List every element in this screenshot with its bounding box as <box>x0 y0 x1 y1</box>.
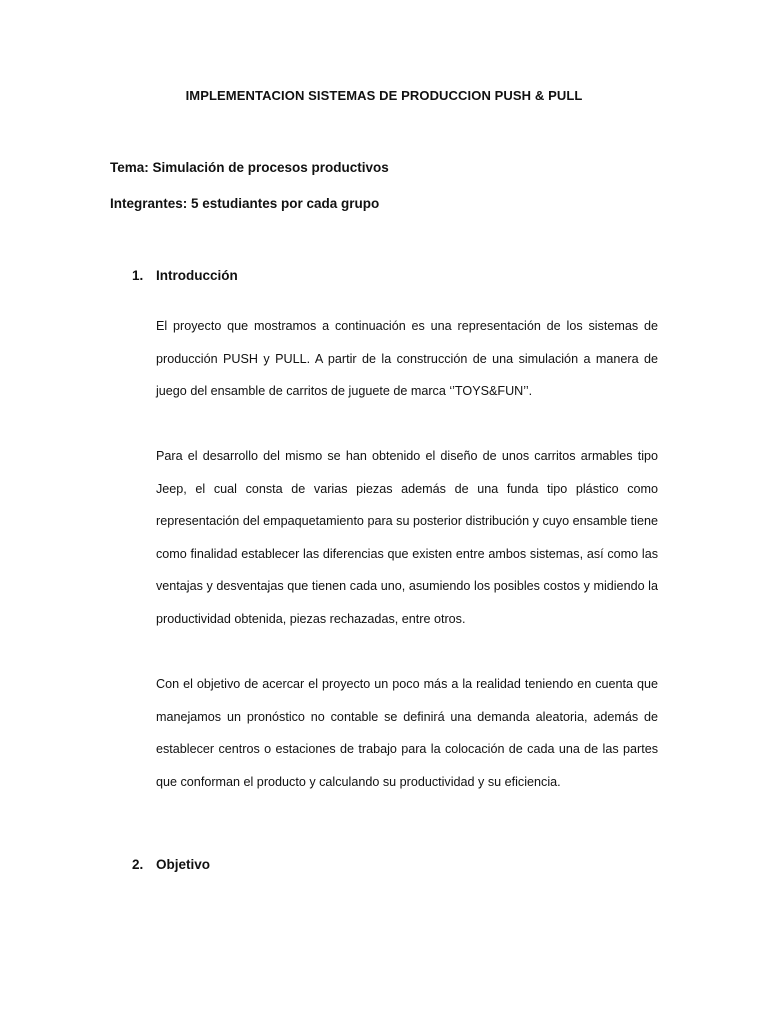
section-title: Objetivo <box>156 857 211 872</box>
members-line: Integrantes: 5 estudiantes por cada grupo <box>110 196 380 211</box>
section-number: 2. <box>132 857 144 872</box>
intro-paragraph-3: Con el objetivo de acercar el proyecto un poco más a la realidad teniendo en cuenta que manejamos un pronóstico no contable se definirá una demanda aleatoria, además de establecer centros o estaciones de trabajo para la colocación de cada una de las partes que conforman el producto y calculando su productividad y su eficiencia. <box>156 677 658 789</box>
intro-paragraph-2: Para el desarrollo del mismo se han obtenido el diseño de unos carritos armables tipo Jeep, el cual consta de varias piezas además de una funda tipo plástico como representación del empaquetamiento para su posterior distribución y cuyo ensamble tiene como finalidad establecer las diferencias que existen entre ambos sistemas, así como las ventajas y desventajas que tienen cada uno, asumiendo los posibles costos y midiendo la productividad obtenida, piezas rechazadas, entre otros. <box>156 449 658 626</box>
document-title: IMPLEMENTACION SISTEMAS DE PRODUCCION PUSH & PULL <box>185 88 583 103</box>
section-number: 1. <box>132 268 144 283</box>
section-title: Introducción <box>156 268 238 283</box>
section-heading-introduccion <box>132 268 238 283</box>
topic-line: Tema: Simulación de procesos productivos <box>110 160 389 175</box>
section-heading-objetivo <box>132 857 210 872</box>
intro-paragraph-1: El proyecto que mostramos a continuación es una representación de los sistemas de producción PUSH y PULL. A partir de la construcción de una simulación a manera de juego del ensamble de carritos de juguete de marca ‘’TOYS&FUN’’. <box>156 319 658 399</box>
